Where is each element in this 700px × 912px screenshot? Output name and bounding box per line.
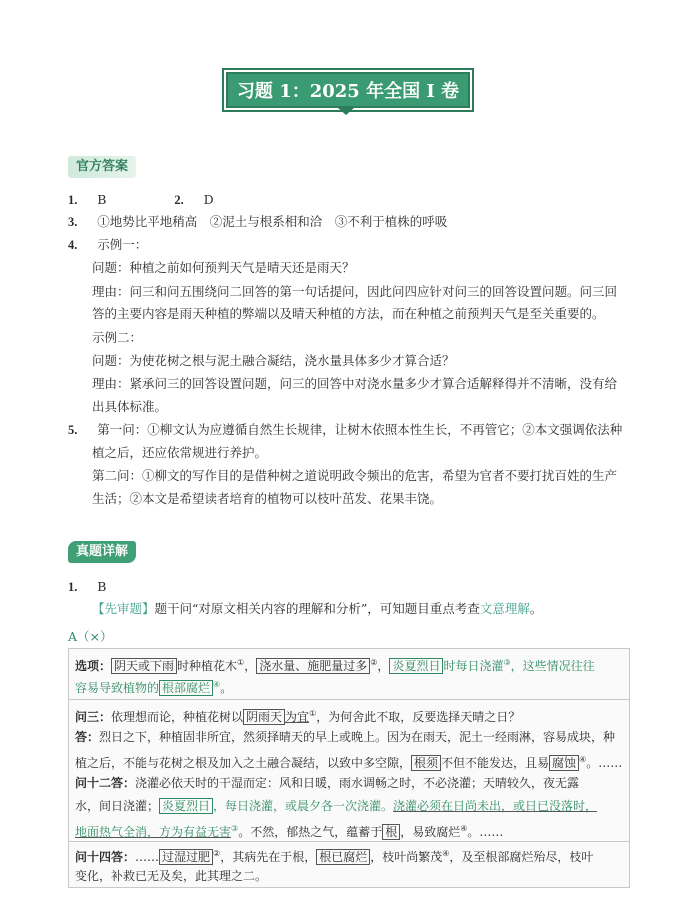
answer-5-line: 第二问：①柳文的写作目的是借种树之道说明政令频出的危害，希望为官者不要打扰百姓的生产 <box>92 468 618 483</box>
title-notch <box>338 108 354 115</box>
wen14-line1: 问十四答：…… 过湿过肥 ②，其病先在于根， 根已腐烂 ，枝叶尚繁茂④，及至根部腐烂殆尽，枝叶 <box>75 849 594 864</box>
wen12-line2: 水，间日浇灌； 炎夏烈日 ，每日浇灌，或晨夕各一次浇灌。浇灌必须在日尚未出，或日已没落时， <box>75 799 598 813</box>
analysis-box <box>68 648 630 888</box>
option-text-line1: 选项： 阴天或下雨 时种植花木①， 浇水量、施肥量过多 ②， 炎夏烈日 时每日浇灌③，这些情况往往 <box>75 658 595 673</box>
option-text-line2: 容易导致植物的 根部腐烂 ④。 <box>75 680 233 695</box>
wen14-line2: 变化，补救已无及矣，此其理之二。 <box>75 869 268 883</box>
analysis-hint: 【先审题】题干问“对原文相关内容的理解和分析”，可知题目重点考查文意理解。 <box>92 601 543 616</box>
analysis-q1: 1. B <box>68 579 107 594</box>
answer-5-line: 植之后，还应依常规进行养护。 <box>92 445 268 460</box>
wen3-line1: 问三：依理想而论，种植花树以 阴雨天 为宜①，为何舍此不取，反要选择天晴之日？ <box>75 709 521 724</box>
box-divider <box>69 841 629 842</box>
answer-4-line: 出具体标准。 <box>92 399 168 414</box>
wen12-line1: 问十二答：浇灌必依天时的干湿而定：风和日暖，雨水调畅之时，不必浇灌；天晴较久，夜无露 <box>75 776 580 790</box>
answer-1-2: 1. B 2. D <box>68 192 214 207</box>
box-divider <box>69 699 629 700</box>
title-banner <box>226 72 466 110</box>
answer-4-line: 理由：问三和问五围绕问二回答的第一句话提问，因此问四应针对问三的回答设置问题。问三回 <box>92 284 618 299</box>
answer-3: 3. ①地势比平地稍高 ②泥土与根系相和洽 ③不利于植株的呼吸 <box>68 214 448 229</box>
wen3-line2: 答：烈日之下，种植固非所宜，然须择晴天的早上或晚上。因为在雨天，泥土一经雨淋，容易成块，种 <box>75 730 616 744</box>
answer-5-line: 生活；②本文是希望读者培育的植物可以枝叶茁发、花果丰饶。 <box>92 491 443 506</box>
option-a-verdict: A（×） <box>68 629 113 644</box>
answer-4-line: 理由：紧承问三的回答设置问题，问三的回答中对浇水量多少才算合适解释得并不清晰，没有给 <box>92 376 618 391</box>
wen12-line3: 地面热气全消，方为有益无害③。不然，郁热之气，蕴蓄于 根 ，易致腐烂④。…… <box>75 824 504 839</box>
answer-5: 5. 第一问：①柳文认为应遵循自然生长规律，让树木依照本性生长，不再管它；②本文强调依法种 <box>68 422 623 437</box>
answer-4-line: 答的主要内容是雨天种植的弊端以及晴天种植的方法，而在种植之前预判天气是至关重要的。 <box>92 306 605 321</box>
answer-4: 4. 示例一： <box>68 237 148 252</box>
section-official-answers: 官方答案 <box>68 156 136 178</box>
answer-4-line: 示例二： <box>92 330 143 345</box>
answer-4-line: 问题：为使花树之根与泥土融合凝结，浇水量具体多少才算合适？ <box>92 353 455 368</box>
section-detailed-analysis: 真题详解 <box>68 541 136 563</box>
page-title: 习题 1：2025 年全国 I 卷 <box>226 72 470 108</box>
wen3-line3: 植之后，不能与花树之根及加入之土融合凝结，以致中多空隙， 根须 不但不能发达，且易 腐蚀 ④。…… <box>75 755 623 770</box>
answer-4-line: 问题：种植之前如何预判天气是晴天还是雨天？ <box>92 260 355 275</box>
